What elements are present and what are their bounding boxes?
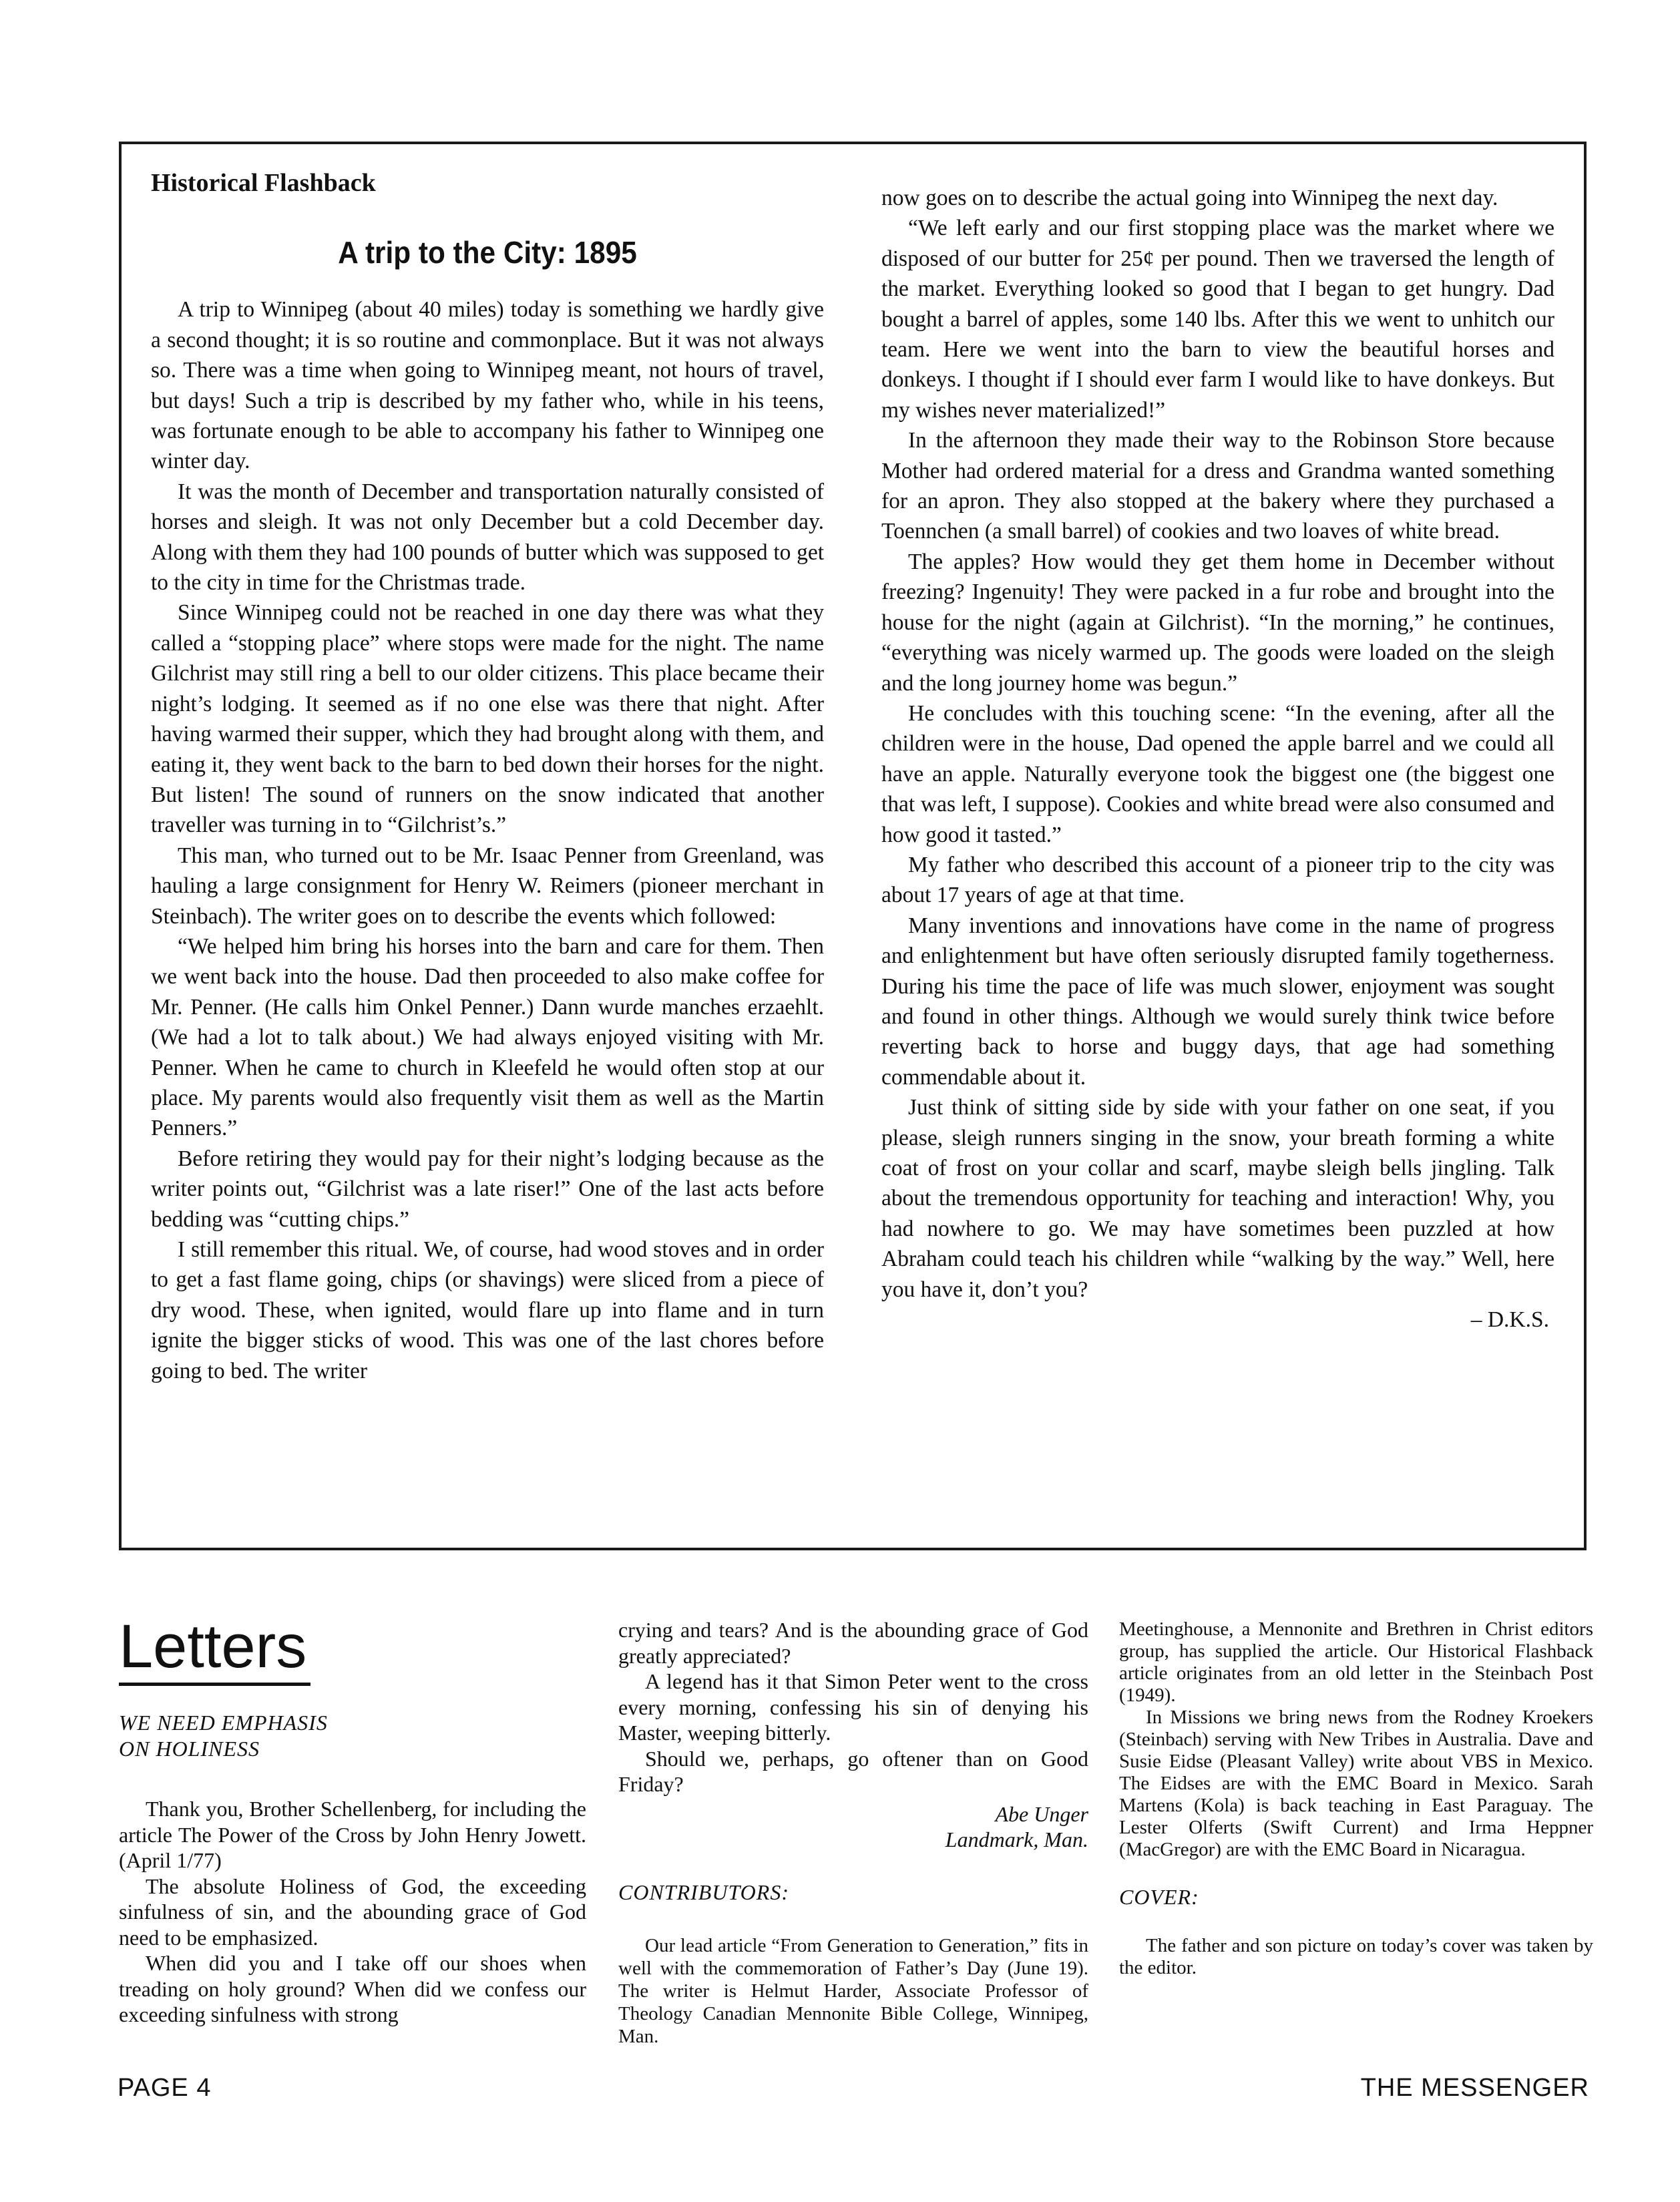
paragraph: When did you and I take off our shoes when treading on holy ground? When did we confess our exceeding sinfulness with strong xyxy=(119,1951,586,2026)
flashback-right-column xyxy=(881,183,1554,1335)
paragraph: Before retiring they would pay for their night’s lodging because as the writer points out, “Gilchrist was a late riser!” One of the last acts before bedding was “cutting chips.” xyxy=(151,1146,824,1232)
signature: – D.K.S. xyxy=(1470,1307,1549,1333)
paragraph: Should we, perhaps, go oftener than on Good Friday? xyxy=(618,1746,1088,1796)
letters-column-2 xyxy=(618,1617,1088,2048)
letter-heading-line: WE NEED EMPHASIS xyxy=(119,1711,328,1735)
paragraph: now goes on to describe the actual going into Winnipeg the next day. xyxy=(881,186,1498,210)
paragraph: The absolute Holiness of God, the exceeding sinfulness of sin, and the abounding grace of God need to be emphasized. xyxy=(119,1874,586,1950)
paragraph: In the afternoon they made their way to the Robinson Store because Mother had ordered material for a dress and Grandma wanted something for an apron. They also stopped at the bakery where they purchased a Toennchen (a small barrel) of cookies and two loaves of white bread. xyxy=(881,428,1554,544)
paragraph: Meetinghouse, a Mennonite and Brethren in Christ editors group, has supplied the article. Our Historical Flashback article originates from an old letter in the Steinbach Post (1949). xyxy=(1119,1618,1593,1706)
paragraph: Since Winnipeg could not be reached in one day there was what they called a “stopping place” where stops were made for the night. The name Gilchrist may still ring a bell to our older citizens. This place became their night’s lodging. It seemed as if no one else was there that night. After having warmed their supper, which they had brought along with them, and eating it, they went back to the barn to bed down their horses for the night. But listen! The sound of runners on the snow indicated that another traveller was turning in to “Gilchrist’s.” xyxy=(151,600,824,838)
paragraph: “We left early and our first stopping place was the market where we disposed of our butter for 25¢ per pound. Then we traversed the length of the market. Everything looked so good that I began to get hungry. Dad bought a barrel of apples, some 140 lbs. After this we went to unhitch our team. Here we went into the barn to view the beautiful horses and donkeys. I thought if I should ever farm I would like to have donkeys. But my wishes never materialized!” xyxy=(881,216,1554,423)
paragraph: Thank you, Brother Schellenberg, for including the article The Power of the Cross by John Henry Jowett. (April 1/77) xyxy=(119,1797,586,1872)
paragraph: Just think of sitting side by side with your father on one seat, if you please, sleigh runners singing in the snow, your breath forming a white coat of frost on your collar and scarf, maybe sleigh bells jingling. Talk about the tremendous opportunity for teaching and interaction! Why, you had nowhere to go. We may have sometimes been puzzled at how Abraham could teach his children while “walking by the way.” Well, here you have it, don’t you? xyxy=(881,1095,1554,1302)
letter-heading-line: ON HOLINESS xyxy=(119,1736,260,1761)
letters-column-3 xyxy=(1119,1618,1593,1979)
flashback-left-column xyxy=(151,167,824,1386)
paragraph: I still remember this ritual. We, of course, had wood stoves and in order to get a fast flame going, chips (or shavings) were sliced from a piece of dry wood. These, when ignited, would flare up into flame and in turn ignite the bigger sticks of wood. This was one of the last chores before going to bed. The writer xyxy=(151,1237,824,1383)
letter-signoff-place: Landmark, Man. xyxy=(945,1827,1088,1851)
page-number: PAGE 4 xyxy=(118,2074,212,2102)
letters-title: Letters xyxy=(119,1614,310,1686)
paragraph: “We helped him bring his horses into the barn and care for them. Then we went back into the house. Dad then proceeded to also make coffee for Mr. Penner. (He calls him Onkel Penner.) Dann wurde manches erzaehlt. (We had a lot to talk about.) We had always enjoyed visiting with Mr. Penner. When he came to church in Kleefeld he would often stop at our place. My parents would also frequently visit them as well as the Martin Penners.” xyxy=(151,933,824,1141)
paragraph: A legend has it that Simon Peter went to the cross every morning, confessing his sin of denying his Master, weeping bitterly. xyxy=(618,1669,1088,1745)
paragraph: Many inventions and innovations have come in the name of progress and enlightenment but have often seriously disrupted family togetherness. During his time the pace of life was much slower, enjoyment was sought and found in other things. Although we would surely think twice before reverting back to horse and buggy days, that age had something commendable about it. xyxy=(881,913,1554,1090)
publication-name: THE MESSENGER xyxy=(1360,2074,1589,2102)
paragraph: My father who described this account of a pioneer trip to the city was about 17 years of age at that time. xyxy=(881,852,1554,908)
paragraph: crying and tears? And is the abounding grace of God greatly appreciated? xyxy=(618,1618,1088,1668)
letters-column-1 xyxy=(119,1614,586,2028)
paragraph: He concludes with this touching scene: “In the evening, after all the children were in the house, Dad opened the apple barrel and we could all have an apple. Naturally everyone took the biggest one (the biggest one that was left, I suppose). Cookies and white bread were also consumed and how good it tasted.” xyxy=(881,700,1554,847)
letter-signoff-name: Abe Unger xyxy=(995,1801,1088,1826)
contributors-text: Our lead article “From Generation to Generation,” fits in well with the commemoration of Father’s Day (June 19). The writer is Helmut Harder, Associate Professor of Theology Canadian Mennonite Bible College, Winnipeg, Man. xyxy=(618,1935,1088,2047)
section-label: Historical Flashback xyxy=(151,169,376,197)
paragraph: In Missions we bring news from the Rodney Kroekers (Steinbach) serving with New Tribes in Australia. Dave and Susie Eidse (Pleasant Valley) write about VBS in Mexico. The Eidses are with the EMC Board in Mexico. Sarah Martens (Kola) is back teaching in East Paraguay. The Lester Olferts (Swift Current) and Irma Heppner (MacGregor) are with the EMC Board in Nicaragua. xyxy=(1119,1707,1593,1860)
paragraph: It was the month of December and transportation naturally consisted of horses and sleigh. It was not only December but a cold December day. Along with them they had 100 pounds of butter which was supposed to get to the city in time for the Christmas trade. xyxy=(151,479,824,596)
cover-heading: COVER: xyxy=(1119,1885,1199,1909)
paragraph: The apples? How would they get them home in December without freezing? Ingenuity! They were packed in a fur robe and brought into the house for the night (again at Gilchrist). “In the morning,” he continues, “everything was nicely warmed up. The goods were loaded on the sleigh and the long journey home was begun.” xyxy=(881,549,1554,696)
article-title: A trip to the City: 1895 xyxy=(338,235,637,270)
cover-text: The father and son picture on today’s cover was taken by the editor. xyxy=(1119,1935,1593,1978)
contributors-heading: CONTRIBUTORS: xyxy=(618,1880,789,1904)
paragraph: A trip to Winnipeg (about 40 miles) today is something we hardly give a second thought; it is so routine and commonplace. But it was not always so. There was a time when going to Winnipeg meant, not hours of travel, but days! Such a trip is described by my father who, while in his teens, was fortunate enough to be able to accompany his father to Winnipeg one winter day. xyxy=(151,297,824,474)
paragraph: This man, who turned out to be Mr. Isaac Penner from Greenland, was hauling a large consignment for Henry W. Reimers (pioneer merchant in Steinbach). The writer goes on to describe the events which followed: xyxy=(151,843,824,929)
